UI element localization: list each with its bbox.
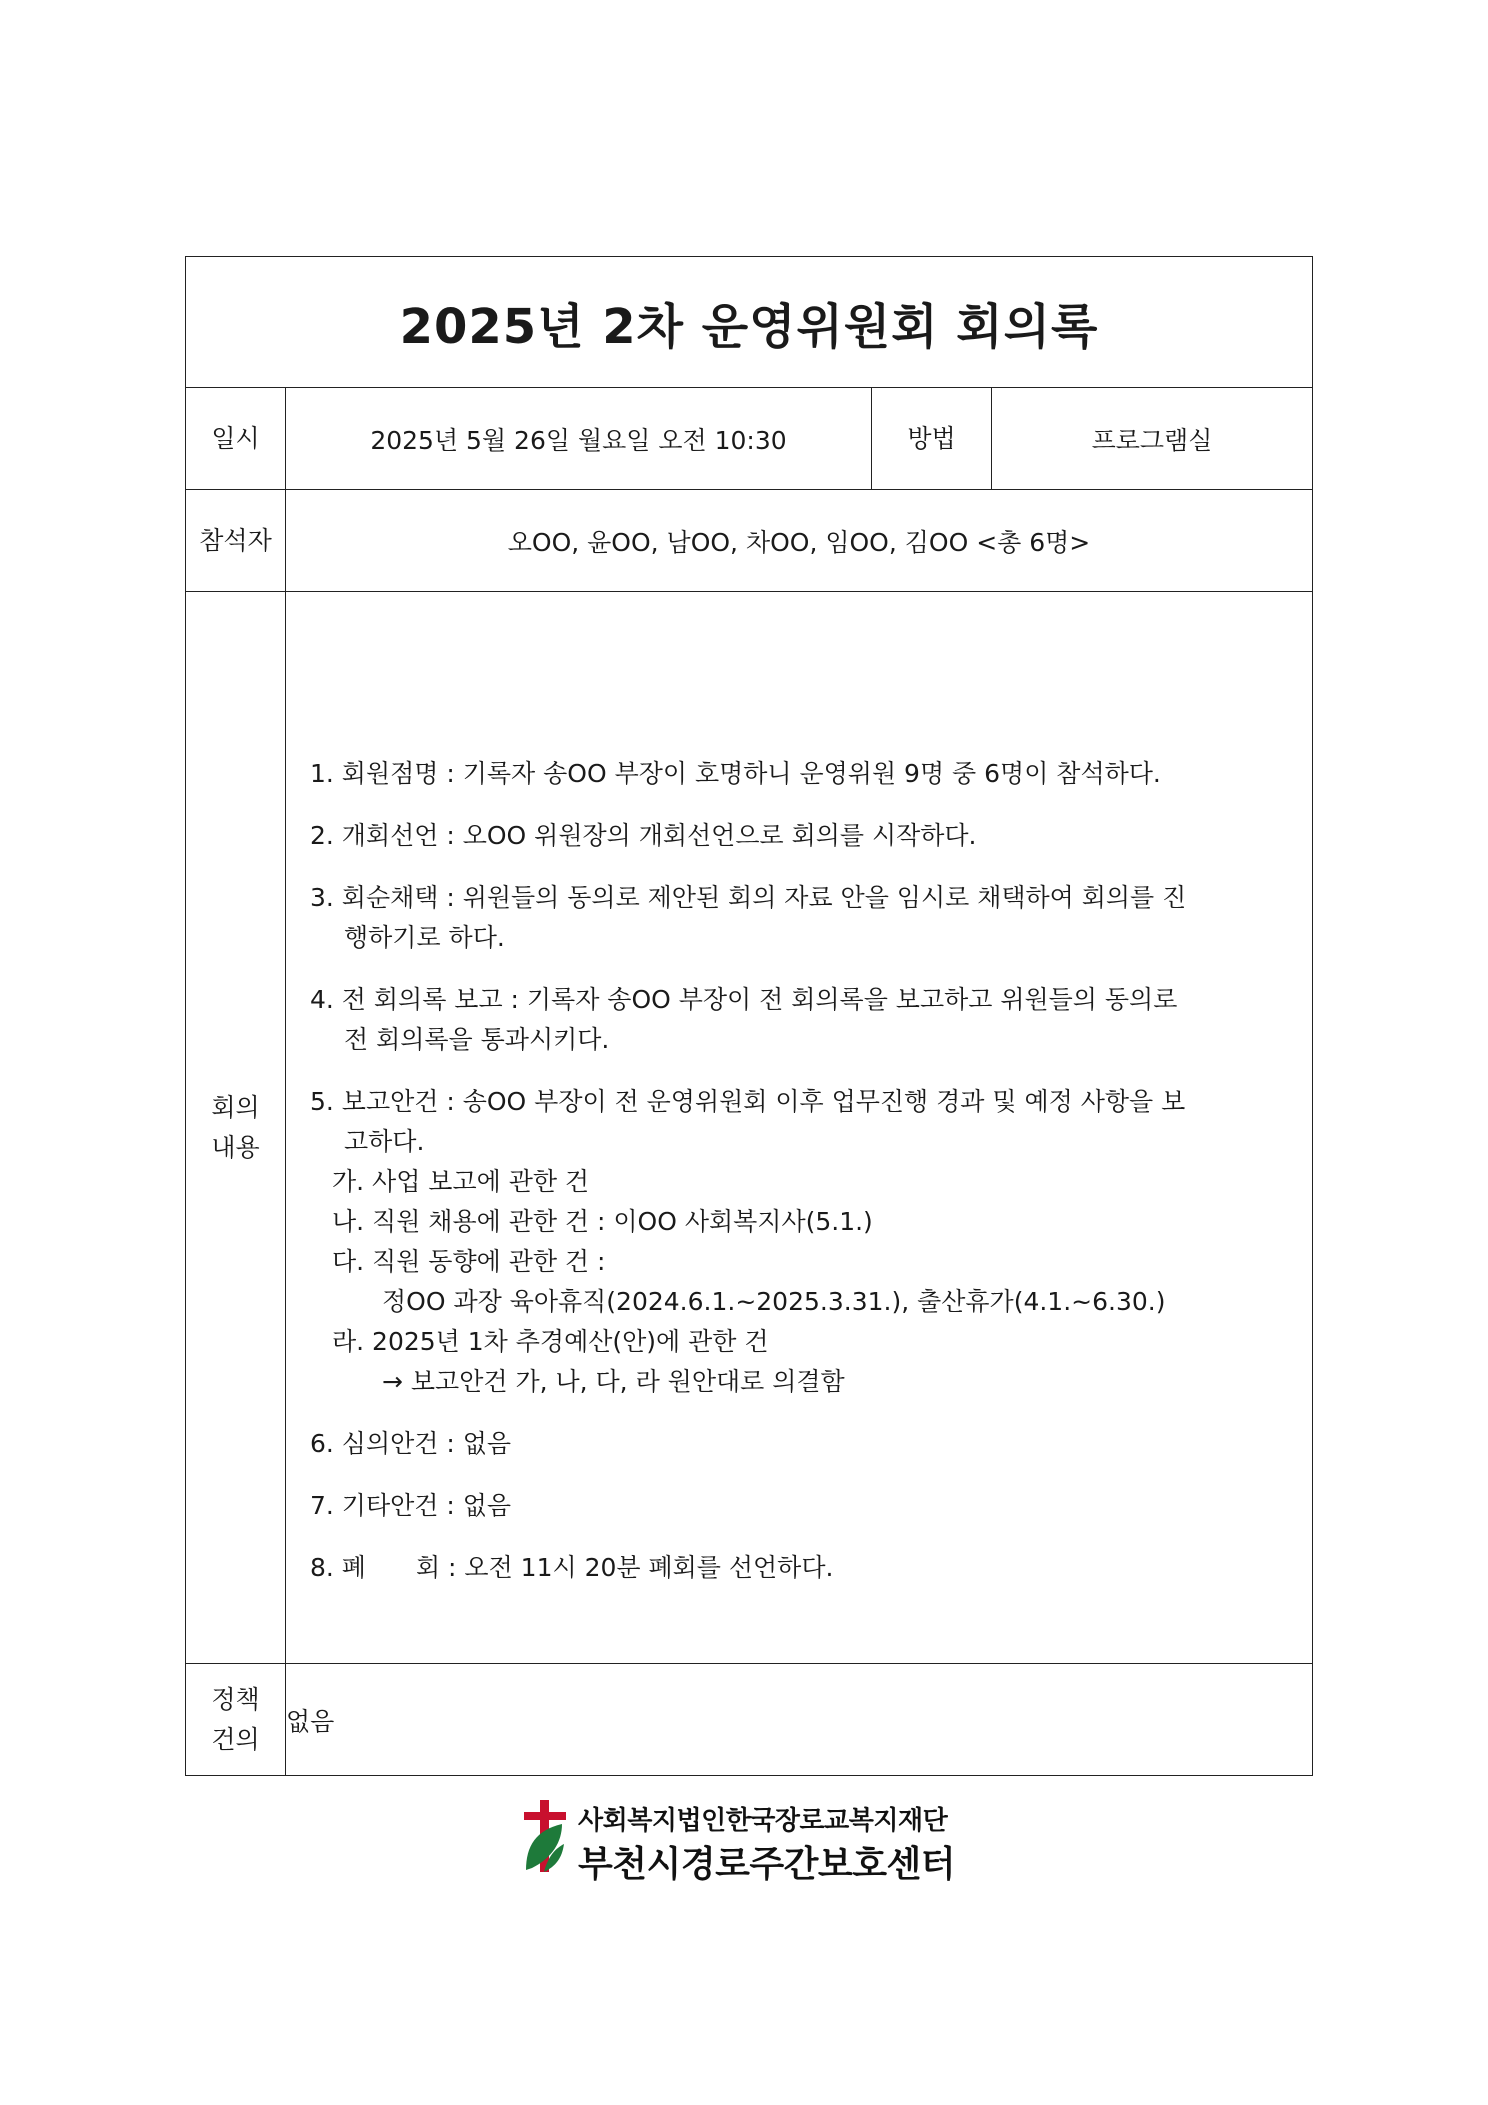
content-label-line2: 내용 — [211, 1132, 260, 1162]
agenda-item-3-line2: 행하기로 하다. — [344, 922, 505, 952]
attendees-label: 참석자 — [186, 490, 286, 592]
agenda-item-1: 1. 회원점명 : 기록자 송OO 부장이 호명하니 운영위원 9명 중 6명이 참석하다. — [310, 758, 1161, 788]
logo-org-name: 사회복지법인한국장로교복지재단 — [578, 1806, 948, 1836]
agenda-item-4 — [310, 980, 1264, 1060]
report-sub-da: 다. 직원 동향에 관한 건 : — [332, 1246, 606, 1276]
report-sub-na: 나. 직원 채용에 관한 건 : 이OO 사회복지사(5.1.) — [332, 1206, 873, 1236]
agenda-item-5 — [310, 1082, 1264, 1402]
policy-label-line1: 정책 — [211, 1684, 260, 1714]
report-sub-da-detail: 정OO 과장 육아휴직(2024.6.1.~2025.3.31.), 출산휴가(4.1.~6.30.) — [382, 1286, 1166, 1316]
report-sub-ra-detail: → 보고안건 가, 나, 다, 라 원안대로 의결함 — [382, 1366, 845, 1396]
agenda-item-7: 7. 기타안건 : 없음 — [310, 1490, 512, 1520]
organization-logo — [522, 1800, 956, 1890]
agenda-item-6: 6. 심의안건 : 없음 — [310, 1428, 512, 1458]
agenda-item-2: 2. 개회선언 : 오OO 위원장의 개회선언으로 회의를 시작하다. — [310, 820, 977, 850]
cross-leaf-icon — [522, 1800, 568, 1874]
date-value: 2025년 5월 26일 월요일 오전 10:30 — [286, 388, 872, 490]
method-value: 프로그램실 — [992, 388, 1313, 490]
meeting-content — [286, 592, 1313, 1664]
minutes-table — [185, 256, 1313, 1776]
logo-center-name: 부천시경로주간보호센터 — [578, 1844, 956, 1885]
policy-label — [186, 1664, 286, 1776]
content-label-line1: 회의 — [211, 1092, 260, 1122]
agenda-item-4-line1: 4. 전 회의록 보고 : 기록자 송OO 부장이 전 회의록을 보고하고 위원들의 동의로 — [310, 984, 1178, 1014]
agenda-item-5-line2: 고하다. — [344, 1126, 425, 1156]
attendees-value: 오OO, 윤OO, 남OO, 차OO, 임OO, 김OO <총 6명> — [286, 490, 1313, 592]
content-label — [186, 592, 286, 1664]
agenda-item-4-line2: 전 회의록을 통과시키다. — [344, 1024, 610, 1054]
agenda-item-5-line1: 5. 보고안건 : 송OO 부장이 전 운영위원회 이후 업무진행 경과 및 예정 사항을 보 — [310, 1086, 1186, 1116]
agenda-item-8: 8. 폐 회 : 오전 11시 20분 폐회를 선언하다. — [310, 1552, 834, 1582]
date-label: 일시 — [186, 388, 286, 490]
agenda-item-3 — [310, 878, 1264, 958]
document-title: 2025년 2차 운영위원회 회의록 — [186, 257, 1313, 388]
agenda-item-3-line1: 3. 회순채택 : 위원들의 동의로 제안된 회의 자료 안을 임시로 채택하여 회의를 진 — [310, 882, 1187, 912]
report-sub-ra: 라. 2025년 1차 추경예산(안)에 관한 건 — [332, 1326, 769, 1356]
policy-label-line2: 건의 — [211, 1724, 260, 1754]
report-sub-ga: 가. 사업 보고에 관한 건 — [332, 1166, 590, 1196]
policy-value: 없음 — [286, 1664, 1313, 1776]
method-label: 방법 — [872, 388, 992, 490]
